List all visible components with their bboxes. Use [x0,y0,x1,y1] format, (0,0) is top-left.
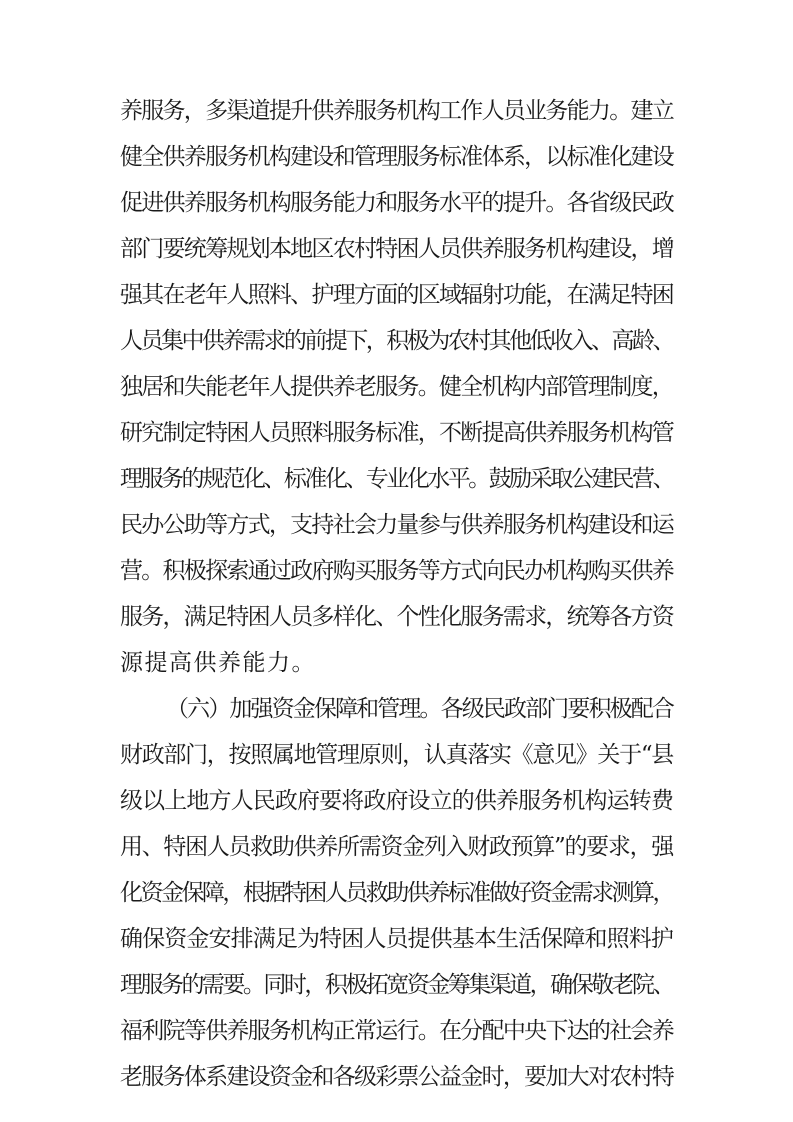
text-line [0,142,793,182]
text-line [0,970,793,1010]
line-text: 理服务的规范化、标准化、专业化水平。鼓励采取公建民营、 [120,466,674,492]
line-text: 财政部门，按照属地管理原则，认真落实《意见》关于“县 [120,742,673,768]
text-line [0,1016,793,1056]
line-text: 促进供养服务机构服务能力和服务水平的提升。各省级民政 [120,190,674,216]
line-text: 民办公助等方式，支持社会力量参与供养服务机构建设和运 [120,512,674,538]
line-text: 独居和失能老年人提供养老服务。健全机构内部管理制度， [120,374,674,400]
line-text: 老服务体系建设资金和各级彩票公益金时，要加大对农村特 [120,1064,674,1090]
line-text: 确保资金安排满足为特困人员提供基本生活保障和照料护 [120,926,674,952]
text-line [0,96,793,136]
text-line [0,188,793,228]
text-line [0,832,793,872]
text-line [0,280,793,320]
line-text: 源提高供养能力。 [120,650,316,676]
section-heading-text: （六）加强资金保障和管理。各级民政部门要积极配合 [166,696,673,722]
text-line [0,234,793,274]
text-line [0,786,793,826]
text-line [0,602,793,642]
line-text: 营。积极探索通过政府购买服务等方式向民办机构购买供养 [120,558,674,584]
text-line [0,556,793,596]
text-line [0,326,793,366]
line-text: 人员集中供养需求的前提下，积极为农村其他低收入、高龄、 [120,328,674,354]
line-text: 研究制定特困人员照料服务标准，不断提高供养服务机构管 [120,420,674,446]
text-line [0,878,793,918]
text-line [0,1062,793,1102]
line-text: 理服务的需要。同时，积极拓宽资金筹集渠道，确保敬老院、 [120,972,674,998]
section-heading-line [0,694,793,734]
line-text: 级以上地方人民政府要将政府设立的供养服务机构运转费 [120,788,674,814]
line-text: 健全供养服务机构建设和管理服务标准体系，以标准化建设 [120,144,674,170]
line-text: 养服务，多渠道提升供养服务机构工作人员业务能力。建立 [120,98,674,124]
text-line [0,740,793,780]
text-line [0,924,793,964]
text-line [0,418,793,458]
line-text: 强其在老年人照料、护理方面的区域辐射功能，在满足特困 [120,282,674,308]
line-text: 部门要统筹规划本地区农村特困人员供养服务机构建设，增 [120,236,674,262]
text-line [0,648,793,688]
text-line [0,464,793,504]
line-text: 用、特困人员救助供养所需资金列入财政预算”的要求，强 [120,834,673,860]
line-text: 化资金保障，根据特困人员救助供养标准做好资金需求测算， [120,880,674,906]
line-text: 福利院等供养服务机构正常运行。在分配中央下达的社会养 [120,1018,674,1044]
line-text: 服务，满足特困人员多样化、个性化服务需求，统筹各方资 [120,604,674,630]
text-line [0,510,793,550]
text-line [0,372,793,412]
